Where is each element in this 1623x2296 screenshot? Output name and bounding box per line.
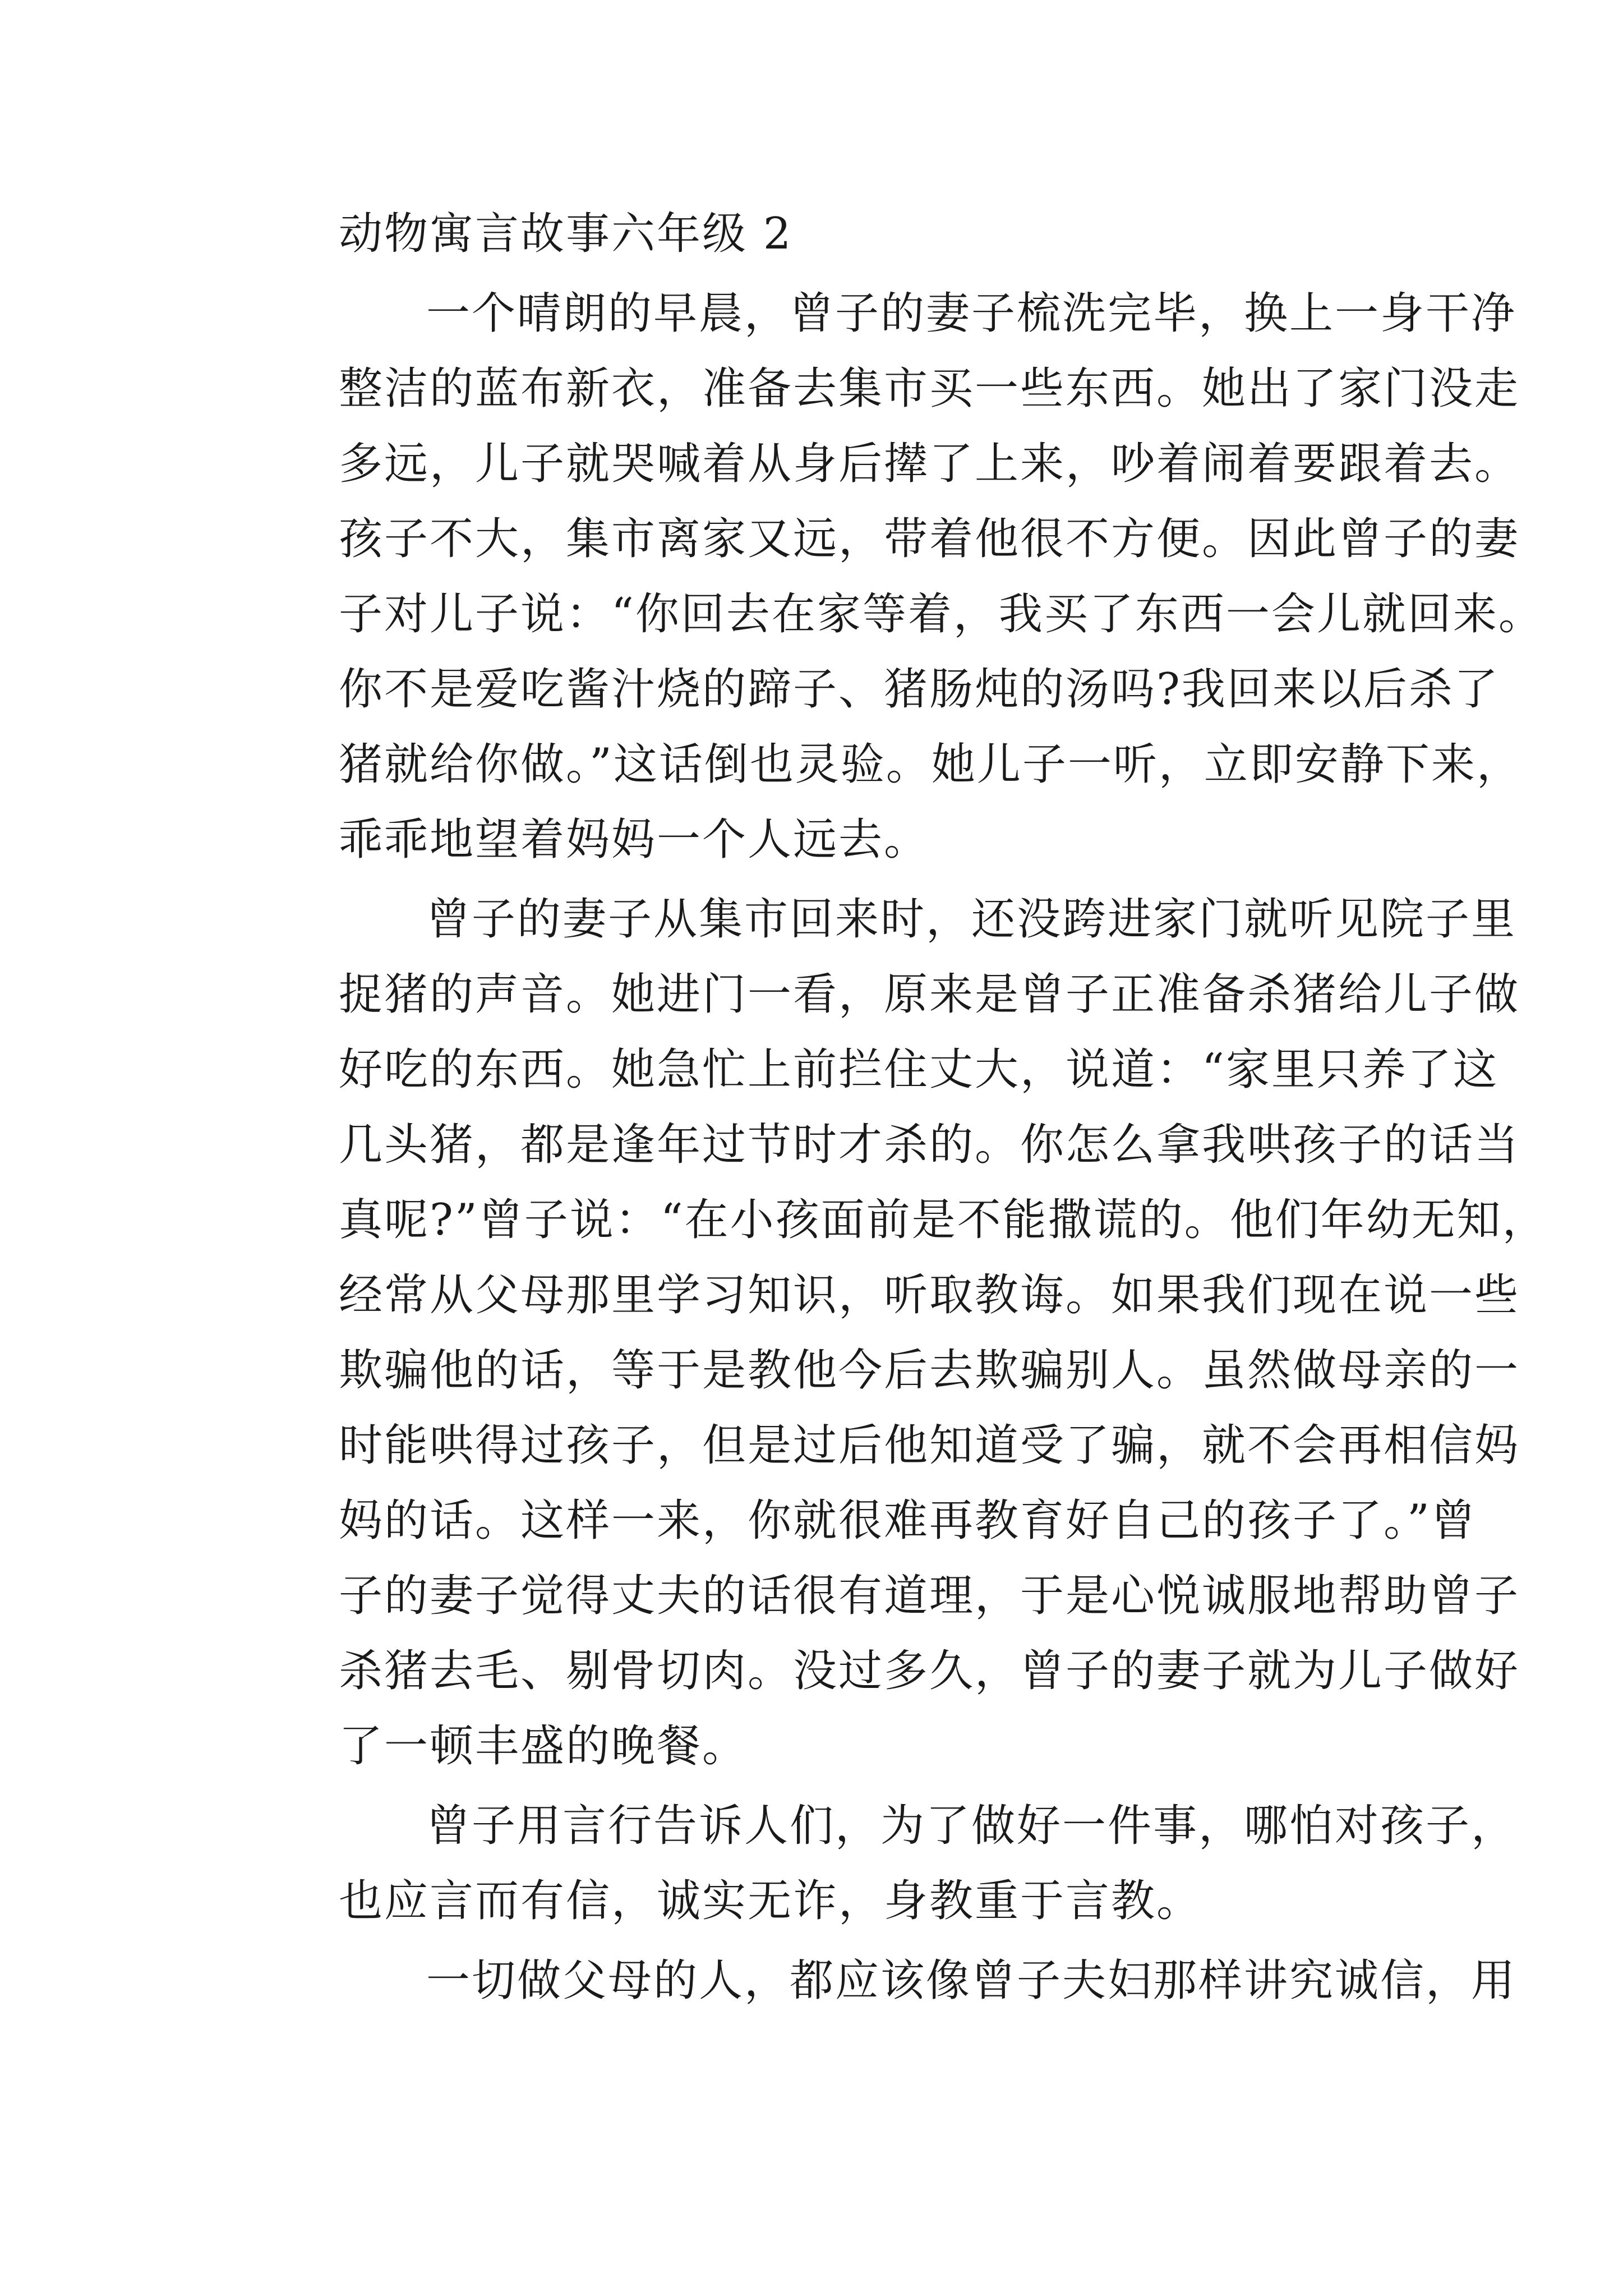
paragraph-line: 曾子的妻子从集市回来时，还没跨进家门就听见院子里: [426, 894, 1517, 945]
paragraph-line: 杀猪去毛、剔骨切肉。没过多久，曾子的妻子就为儿子做好: [339, 1646, 1520, 1696]
paragraph-line: 你不是爱吃酱汁烧的蹄子、猪肠炖的汤吗?我回来以后杀了: [339, 664, 1500, 715]
paragraph-line: 欺骗他的话，等于是教他今后去欺骗别人。虽然做母亲的一: [339, 1345, 1520, 1396]
paragraph-line: 乖乖地望着妈妈一个人远去。: [339, 815, 930, 865]
document-title: 动物寓言故事六年级 2: [339, 209, 793, 259]
paragraph-line: 整洁的蓝布新衣，准备去集市买一些东西。她出了家门没走: [339, 364, 1520, 414]
paragraph-line: 子的妻子觉得丈夫的话很有道理，于是心悦诚服地帮助曾子: [339, 1571, 1520, 1621]
document-body: [251, 196, 1548, 2018]
paragraph-line: 了一顿丰盛的晚餐。: [339, 1721, 748, 1772]
paragraph-line: 时能哄得过孩子，但是过后他知道受了骗，就不会再相信妈: [339, 1420, 1520, 1471]
paragraph-line: 子对儿子说：“你回去在家等着，我买了东西一会儿就回来。: [339, 589, 1544, 639]
paragraph-line: 曾子用言行告诉人们，为了做好一件事，哪怕对孩子，: [426, 1801, 1517, 1851]
paragraph-line: 也应言而有信，诚实无诈，身教重于言教。: [339, 1876, 1202, 1926]
paragraph-line: 多远，儿子就哭喊着从身后撵了上来，吵着闹着要跟着去。: [339, 439, 1520, 489]
paragraph-3: [251, 1788, 1517, 1939]
paragraph-line: 妈的话。这样一来，你就很难再教育好自己的孩子了。”曾: [339, 1496, 1477, 1546]
paragraph-4: [251, 1943, 1517, 2018]
paragraph-1: [251, 276, 1544, 877]
paragraph-line: 经常从父母那里学习知识，听取教诲。如果我们现在说一些: [339, 1270, 1520, 1320]
paragraph-line: 捉猪的声音。她进门一看，原来是曾子正准备杀猪给儿子做: [339, 969, 1520, 1020]
paragraph-line: 猪就给你做。”这话倒也灵验。她儿子一听，立即安静下来，: [339, 739, 1522, 790]
paragraph-line: 几头猪，都是逢年过节时才杀的。你怎么拿我哄孩子的话当: [339, 1120, 1520, 1170]
paragraph-line: 一切做父母的人，都应该像曾子夫妇那样讲究诚信，用: [426, 1955, 1517, 2006]
paragraph-line: 孩子不大，集市离家又远，带着他很不方便。因此曾子的妻: [339, 514, 1520, 564]
paragraph-2: [251, 882, 1548, 1784]
paragraph-line: 一个晴朗的早晨，曾子的妻子梳洗完毕，换上一身干净: [426, 288, 1517, 339]
paragraph-line: 好吃的东西。她急忙上前拦住丈大，说道：“家里只养了这: [339, 1045, 1498, 1095]
paragraph-line: 真呢?”曾子说：“在小孩面前是不能撒谎的。他们年幼无知，: [339, 1195, 1548, 1245]
